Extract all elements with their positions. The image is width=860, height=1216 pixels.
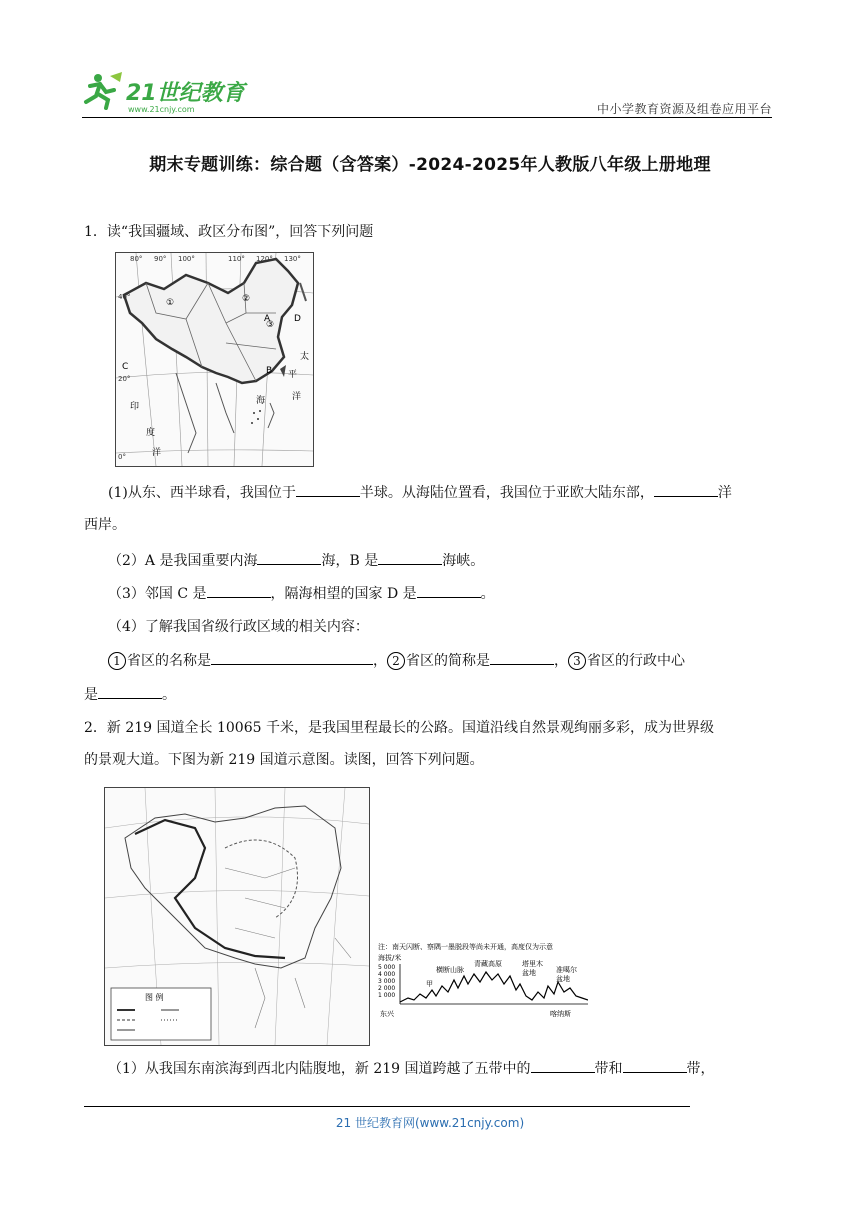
tick-4000: 4 000	[378, 971, 396, 978]
elevation-profile	[378, 940, 588, 1022]
map-marker-3: ③	[266, 320, 275, 330]
profile-label-tarim-basin: 盆地	[522, 969, 536, 977]
tick-5000: 5 000	[378, 964, 396, 971]
india-ocean-char-3: 洋	[152, 448, 162, 458]
logo-subtext: www.21cnjy.com	[128, 105, 195, 114]
footer-link[interactable]: 21 世纪教育网(www.21cnjy.com)	[335, 1116, 525, 1130]
lon-130: 130°	[284, 255, 301, 263]
profile-note: 注：南天闪断、察隅一墨脱段等尚未开通，高度仅为示意	[378, 943, 553, 951]
answer-blank[interactable]	[490, 650, 554, 665]
profile-start: 东兴	[380, 1010, 394, 1018]
lon-120: 120°	[256, 255, 273, 263]
circled-number-2: 2	[387, 652, 405, 670]
q1-sub1-line1: (1)从东、西半球看，我国位于 半球。从海陆位置看，我国位于亚欧大陆东部， 洋	[108, 482, 798, 503]
ocean-char-3: 洋	[292, 392, 302, 402]
answer-blank[interactable]	[296, 482, 360, 497]
profile-label-jia: 甲	[426, 980, 433, 988]
g219-route-map	[104, 787, 370, 1046]
india-ocean-char-2: 度	[146, 428, 156, 438]
lat-40: 40°	[118, 293, 131, 301]
footer-divider	[84, 1106, 690, 1107]
answer-blank[interactable]	[623, 1058, 687, 1073]
q2-stem-line1: 2．新 219 国道全长 10065 千米，是我国里程最长的公路。国道沿线自然景观绚丽多彩，成为世界级	[84, 720, 714, 736]
profile-label-qingzang: 青藏高原	[474, 960, 502, 968]
answer-blank[interactable]	[98, 684, 162, 699]
q1-sub1-line2: 西岸。	[84, 517, 126, 533]
answer-blank[interactable]	[211, 650, 373, 665]
answer-blank[interactable]	[257, 550, 321, 565]
profile-label-hengduan: 横断山脉	[436, 966, 464, 974]
q1-sub3: （3）邻国 C 是 ，隔海相望的国家 D 是 。	[108, 583, 798, 604]
circled-number-3: 3	[568, 652, 586, 670]
map2-legend-title: 图 例	[145, 993, 164, 1002]
answer-blank[interactable]	[654, 482, 718, 497]
q1-sub4: （4）了解我国省级行政区域的相关内容：	[108, 619, 369, 635]
lon-80: 80°	[130, 255, 143, 263]
answer-blank[interactable]	[417, 583, 481, 598]
answer-blank[interactable]	[378, 550, 442, 565]
lat-20: 20°	[118, 375, 131, 383]
ocean-char-2: 平	[288, 370, 298, 380]
ocean-char-1: 太	[300, 352, 310, 362]
q1-sub4-line2: 是 。	[84, 684, 774, 705]
q2-sub1: （1）从我国东南滨海到西北内陆腹地，新 219 国道跨越了五带中的 带和 带，	[108, 1058, 798, 1079]
tick-3000: 3 000	[378, 978, 396, 985]
profile-yaxis-label: 海拔/米	[378, 954, 402, 962]
profile-label-junggar: 准噶尔	[556, 966, 577, 974]
header-divider	[82, 117, 772, 118]
tick-1000: 1 000	[378, 992, 396, 999]
sea-label: 海	[256, 396, 266, 406]
lon-110: 110°	[228, 255, 245, 263]
q1-stem: 1．读“我国疆域、政区分布图”，回答下列问题	[84, 224, 374, 240]
q2-stem-line2: 的景观大道。下图为新 219 国道示意图。读图，回答下列问题。	[84, 752, 484, 768]
lon-100: 100°	[178, 255, 195, 263]
answer-blank[interactable]	[531, 1058, 595, 1073]
circled-number-1: 1	[108, 652, 126, 670]
india-ocean-char-1: 印	[130, 402, 140, 412]
map-label-b: B	[266, 366, 273, 376]
map-label-d: D	[294, 314, 301, 324]
profile-label-junggar-basin: 盆地	[556, 975, 570, 983]
profile-end: 喀纳斯	[550, 1010, 571, 1018]
map-marker-2: ②	[242, 294, 251, 304]
tick-2000: 2 000	[378, 985, 396, 992]
profile-label-tarim: 塔里木	[522, 960, 543, 968]
q1-sub2: （2）A 是我国重要内海 海，B 是 海峡。	[108, 550, 798, 571]
lat-0: 0°	[118, 453, 126, 461]
china-territory-map	[115, 252, 314, 467]
platform-name: 中小学教育资源及组卷应用平台	[596, 102, 772, 116]
map-marker-1: ①	[166, 298, 175, 308]
map-label-c: C	[122, 362, 129, 372]
answer-blank[interactable]	[207, 583, 271, 598]
runner-icon	[86, 72, 122, 108]
logo-text: 21世纪教育	[126, 81, 245, 106]
lon-90: 90°	[154, 255, 167, 263]
map-label-a: A	[264, 314, 271, 324]
document-title: 期末专题训练：综合题（含答案）-2024-2025年人教版八年级上册地理	[149, 155, 711, 175]
q1-sub4-items: 1 省区的名称是 ， 2 省区的简称是 ， 3 省区的行政中心	[108, 650, 798, 671]
site-logo	[82, 70, 252, 114]
